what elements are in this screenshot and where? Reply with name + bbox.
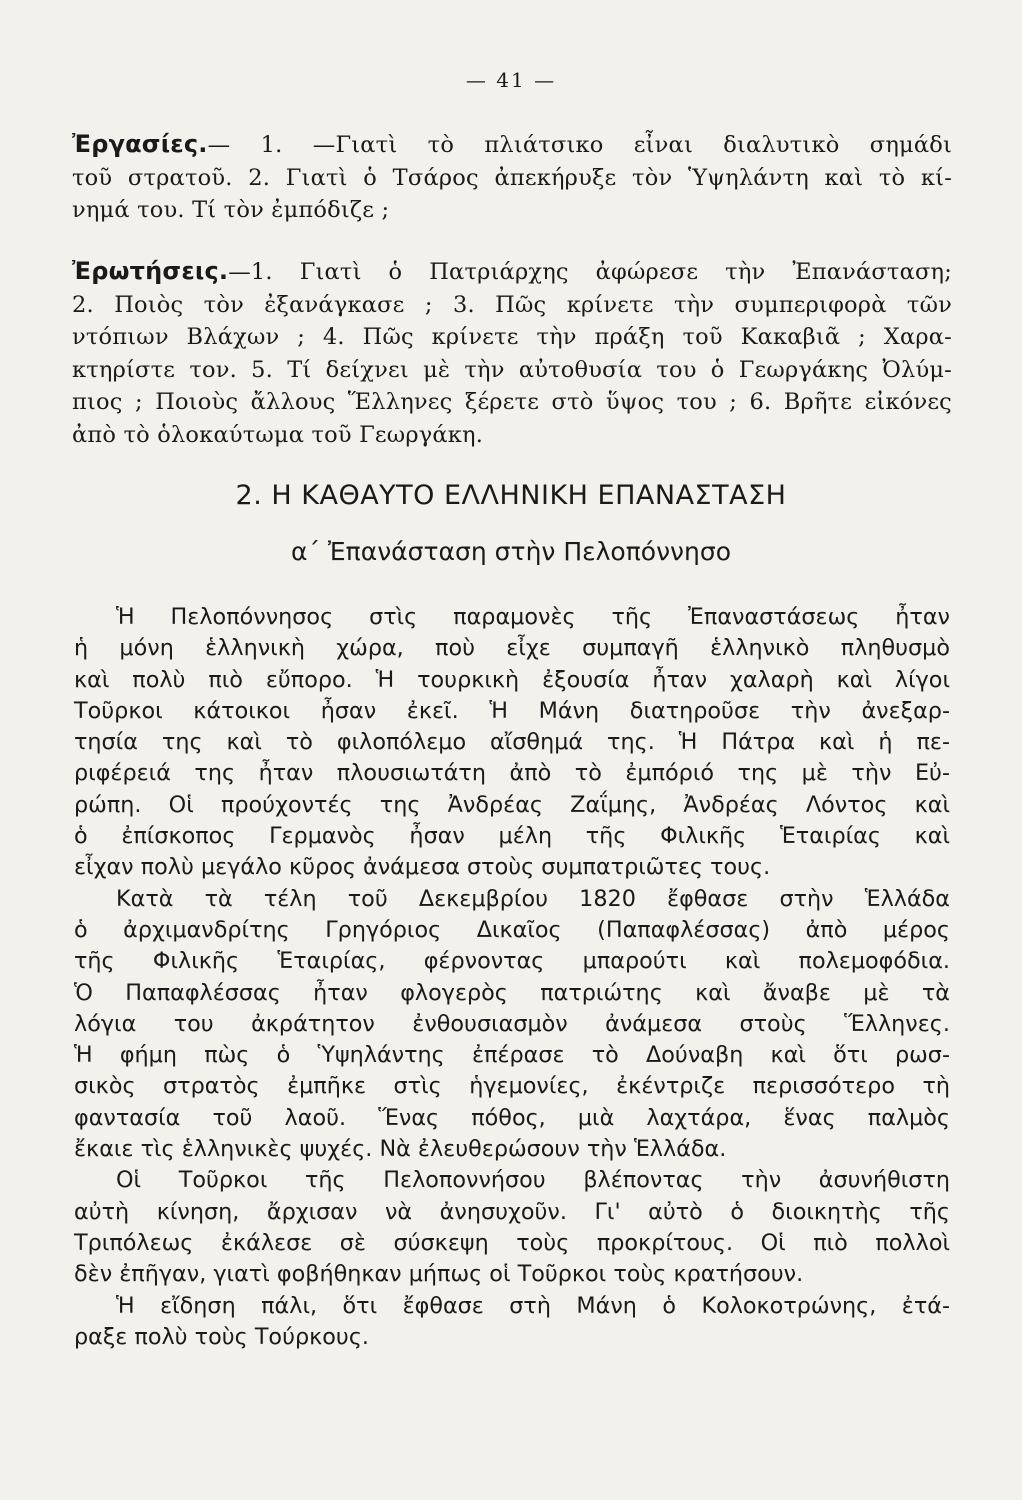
main-text [74,602,950,1353]
page-number: — 41 — [465,68,557,92]
paragraph [74,1165,950,1290]
text-line: ὁ ἀρχιμανδρίτης Γρηγόριος Δικαῖος (Παπαφλέσσας) ἀπὸ μέρος [74,916,950,943]
questions-line: ντόπιων Βλάχων ; 4. Πῶς κρίνετε τὴν πράξη τοῦ Κακαβιᾶ ; Χαρα- [72,324,952,350]
section-heading: 2. Η ΚΑΘΑΥΤΟ ΕΛΛΗΝΙΚΗ ΕΠΑΝΑΣΤΑΣΗ [235,480,787,511]
paragraph [74,602,950,884]
section-subheading: α΄ Ἐπανάσταση στὴν Πελοπόννησο [290,537,731,566]
text-line: φαντασία τοῦ λαοῦ. Ἕνας πόθος, μιὰ λαχτάρα, ἕνας παλμὸς [74,1104,950,1131]
text-line: ραξε πολὺ τοὺς Τούρκους. [74,1323,369,1350]
text-line: Οἱ Τοῦρκοι τῆς Πελοποννήσου βλέποντας τὴν ἀσυνήθιστη [116,1167,950,1194]
text-line: Ἡ φήμη πὼς ὁ Ὑψηλάντης ἐπέρασε τὸ Δούναβη καὶ ὅτι ρωσ- [74,1042,950,1069]
text-line: Ἡ Πελοπόννησος στὶς παραμονὲς τῆς Ἐπαναστάσεως ἦταν [116,604,950,630]
text-line: δὲν ἐπῆγαν, γιατὶ φοβήθηκαν μήπως οἱ Τοῦρκοι τοὺς κρατήσουν. [74,1261,804,1288]
text-line: λόγια του ἀκράτητον ἐνθουσιασμὸν ἀνάμεσα στοὺς Ἕλληνες. [74,1010,950,1037]
text-line: Τοῦρκοι κάτοικοι ἦσαν ἐκεῖ. Ἡ Μάνη διατηροῦσε τὴν ἀνεξαρ- [74,697,950,724]
text-line: τησία της καὶ τὸ φιλοπόλεμο αἴσθημά της. Ἡ Πάτρα καὶ ἡ πε- [74,729,950,756]
text-line: τῆς Φιλικῆς Ἑταιρίας, φέρνοντας μπαρούτι καὶ πολεμοφόδια. [74,948,950,975]
text-line: ριφέρειά της ἦταν πλουσιωτάτη ἀπὸ τὸ ἐμπόριό της μὲ τὴν Εὐ- [74,760,950,787]
text-line: ὁ ἐπίσκοπος Γερμανὸς ἦσαν μέλη τῆς Φιλικῆς Ἑταιρίας καὶ [74,823,950,850]
text-line: Ὁ Παπαφλέσσας ἦταν φλογερὸς πατριώτης καὶ ἄναβε μὲ τὰ [74,979,950,1006]
text-line: Τριπόλεως ἐκάλεσε σὲ σύσκεψη τοὺς προκρίτους. Οἱ πιὸ πολλοὶ [74,1229,950,1256]
exercises-label: Ἐργασίες. [72,130,208,158]
questions-line: Ἐρωτήσεις.—1. Γιατὶ ὁ Πατριάρχης ἀφώρεσε τὴν Ἐπανάσταση; [72,257,952,285]
text-line: ἡ μόνη ἑλληνικὴ χώρα, ποὺ εἶχε συμπαγῆ ἑλληνικὸ πληθυσμὸ [74,635,950,662]
text-line: ρώπη. Οἱ προύχοντές της Ἀνδρέας Ζαΐμης, Ἀνδρέας Λόντος καὶ [74,791,950,818]
exercises-line: νημά του. Τί τὸν ἐμπόδιζε ; [72,197,390,223]
questions-line: 2. Ποιὸς τὸν ἐξανάγκασε ; 3. Πῶς κρίνετε τὴν συμπεριφορὰ τῶν [72,291,952,318]
text-line: ἔκαιε τὶς ἑλληνικὲς ψυχές. Νὰ ἐλευθερώσουν τὴν Ἑλλάδα. [74,1136,727,1163]
questions-line: ἀπὸ τὸ ὁλοκαύτωμα τοῦ Γεωργάκη. [72,421,484,448]
exercises-line: Ἐργασίες.— 1. —Γιατὶ τὸ πλιάτσικο εἶναι διαλυτικὸ σημάδι [72,130,952,158]
questions-line: πιος ; Ποιοὺς ἄλλους Ἕλληνες ξέρετε στὸ ὕψος του ; 6. Βρῆτε εἰκόνες [72,389,952,415]
text-line: Κατὰ τὰ τέλη τοῦ Δεκεμβρίου 1820 ἔφθασε στὴν Ἑλλάδα [116,885,950,912]
questions-block [72,255,952,451]
exercises-block [72,128,952,227]
text-line: σικὸς στρατὸς ἐμπῆκε στὶς ἡγεμονίες, ἐκέντριζε περισσότερο τὴ [74,1073,950,1100]
paragraph [74,1291,950,1354]
questions-line: κτηρίστε τον. 5. Τί δείχνει μὲ τὴν αὐτοθυσία του ὁ Γεωργάκης Ὀλύμ- [72,356,952,383]
text-line: αὐτὴ κίνηση, ἄρχισαν νὰ ἀνησυχοῦν. Γι' αὐτὸ ὁ διοικητὴς τῆς [74,1198,950,1225]
exercises-line: τοῦ στρατοῦ. 2. Γιατὶ ὁ Τσάρος ἀπεκήρυξε τὸν Ὑψηλάντη καὶ τὸ κί- [72,164,952,191]
text-line: εἶχαν πολὺ μεγάλο κῦρος ἀνάμεσα στοὺς συμπατριῶτες τους. [74,854,771,881]
text-line: Ἡ εἴδηση πάλι, ὅτι ἔφθασε στὴ Μάνη ὁ Κολοκοτρώνης, ἐτά- [116,1292,950,1319]
paragraph [74,884,950,1166]
text-line: καὶ πολὺ πιὸ εὔπορο. Ἡ τουρκικὴ ἐξουσία ἦταν χαλαρὴ καὶ λίγοι [74,666,950,693]
questions-label: Ἐρωτήσεις. [72,257,229,285]
